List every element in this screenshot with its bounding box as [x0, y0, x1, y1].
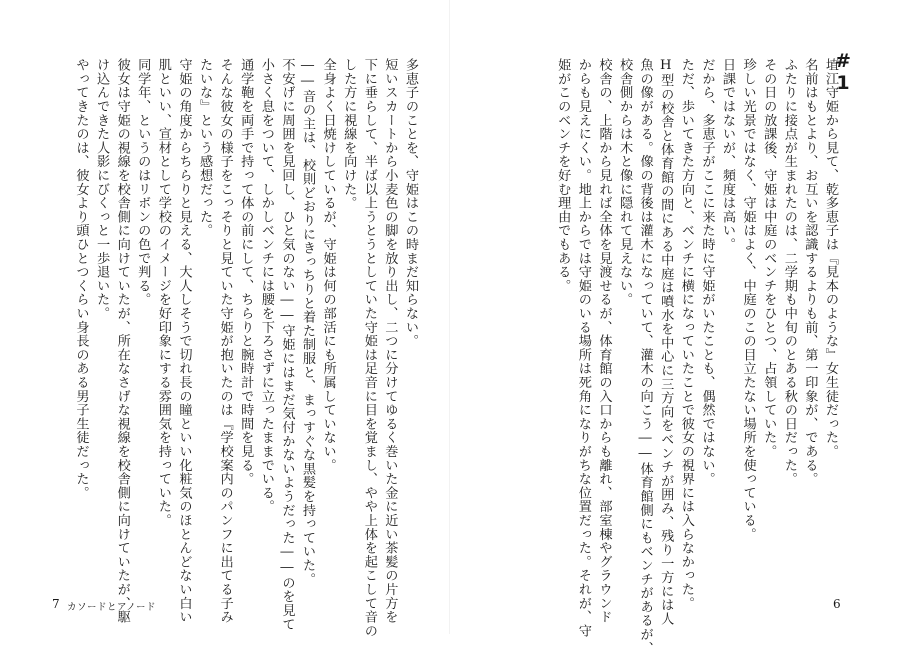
paragraph: 短いスカートから小麦色の脚を放り出し、二つに分けてゆるく巻いた金に近い茶髪の片方を — [382, 58, 398, 624]
paragraph: 姫がこのベンチを好む理由でもある。 — [555, 58, 571, 293]
paragraph: 校舎の、上階から見れば全体を見渡せるが、体育館の入口からも離れ、部室棟やグラウンド — [596, 58, 612, 624]
right-page-text — [552, 58, 840, 655]
paragraph: 同学年、というのはリボンの色で判る。 — [135, 58, 151, 307]
paragraph: H型の校舎と体育館の間にある中庭は噴水を中心に三方向をベンチが囲み、残り一方には人 — [658, 58, 674, 626]
paragraph: 埴江守姫から見て、乾多恵子は『見本のような』女生徒だった。 — [823, 58, 838, 459]
page-gutter — [449, 0, 450, 634]
paragraph: ――音の主は、校則どおりにきっちりと着た制服と、まっすぐな黒髪を持っていた。 — [300, 58, 316, 586]
paragraph: そんな彼女の様子をこっそりと見ていた守姫が抱いたのは『学校案内のパンフに出てる子み — [217, 58, 233, 624]
paragraph: 守姫の角度からちらりと見える、大人しそうで切れ長の瞳といい化粧気のほとんどない白い — [176, 58, 192, 624]
paragraph: 通学鞄を両手で持って体の前にして、ちらりと腕時計で時間を見る。 — [238, 58, 254, 486]
paragraph: 日課ではないが、頻度は高い。 — [720, 58, 736, 252]
paragraph: たいな』という感想だった。 — [197, 58, 213, 238]
paragraph: 校舎側からは木と像に隠れて見えない。 — [617, 58, 633, 307]
paragraph: 全身よく日焼けしているが、守姫は何の部活にも所属していない。 — [320, 58, 336, 472]
chapter-digit: 1 — [836, 72, 850, 94]
paragraph: 肌といい、宣材として学校のイメージを好印象にする雰囲気を持っていた。 — [155, 58, 171, 528]
paragraph: 彼女は守姫の視線を校舎側に向けていたが、所在なさげな視線を校舎側に向けていたが、駆 — [114, 58, 130, 624]
paragraph: その日の放課後、守姫は中庭のベンチをひとつ、占領していた。 — [761, 58, 777, 459]
paragraph: 下に垂らして、半ば以上うとうとしていた守姫は足音に目を覚まし、やや上体を起こして音の — [361, 58, 377, 638]
paragraph: 名前はもとより、お互いを認識するよりも前、第一印象が、である。 — [802, 58, 818, 486]
paragraph: ふたりに接点が生まれたのは、二学期も中旬のとある秋の日だった。 — [781, 58, 797, 486]
page-number-left: 7 — [52, 597, 60, 611]
paragraph: 珍しい光景ではなく、守姫はよく、中庭のこの目立たない場所を使っている。 — [740, 58, 756, 541]
paragraph: 魚の像がある。像の背後は灌木になっていて、灌木の向こう――体育館側にもベンチがあるが、 — [637, 58, 653, 655]
paragraph: ただ、歩いてきた方向と、ベンチに横になっていたことで彼女の視界には入らなかった。 — [678, 58, 694, 610]
paragraph: 小さく息をついて、しかしベンチには腰を下ろさずに立ったままでいる。 — [258, 58, 274, 514]
running-title: カソードとアノード — [67, 602, 156, 613]
paragraph: した方に視線を向けた。 — [341, 58, 357, 210]
paragraph: け込んできた人影にびくっと一歩退いた。 — [94, 58, 110, 321]
paragraph: 多恵子のことを、守姫はこの時まだ知らない。 — [403, 58, 418, 348]
chapter-hash: # — [835, 50, 851, 72]
paragraph: やってきたのは、彼女より頭ひとつくらい身長のある男子生徒だった。 — [73, 58, 89, 500]
page-number-right: 6 — [833, 597, 841, 611]
paragraph: からも見えにくい。地上からでは守姫のいる場所は死角になりがちな位置だった。それが、守 — [575, 58, 591, 638]
paragraph: 不安げに周囲を見回し、ひと気のない――守姫にはまだ気付かないようだった――のを見て — [279, 58, 295, 631]
paragraph: だから、多恵子がここに来た時に守姫がいたことも、偶然ではない。 — [699, 58, 715, 486]
